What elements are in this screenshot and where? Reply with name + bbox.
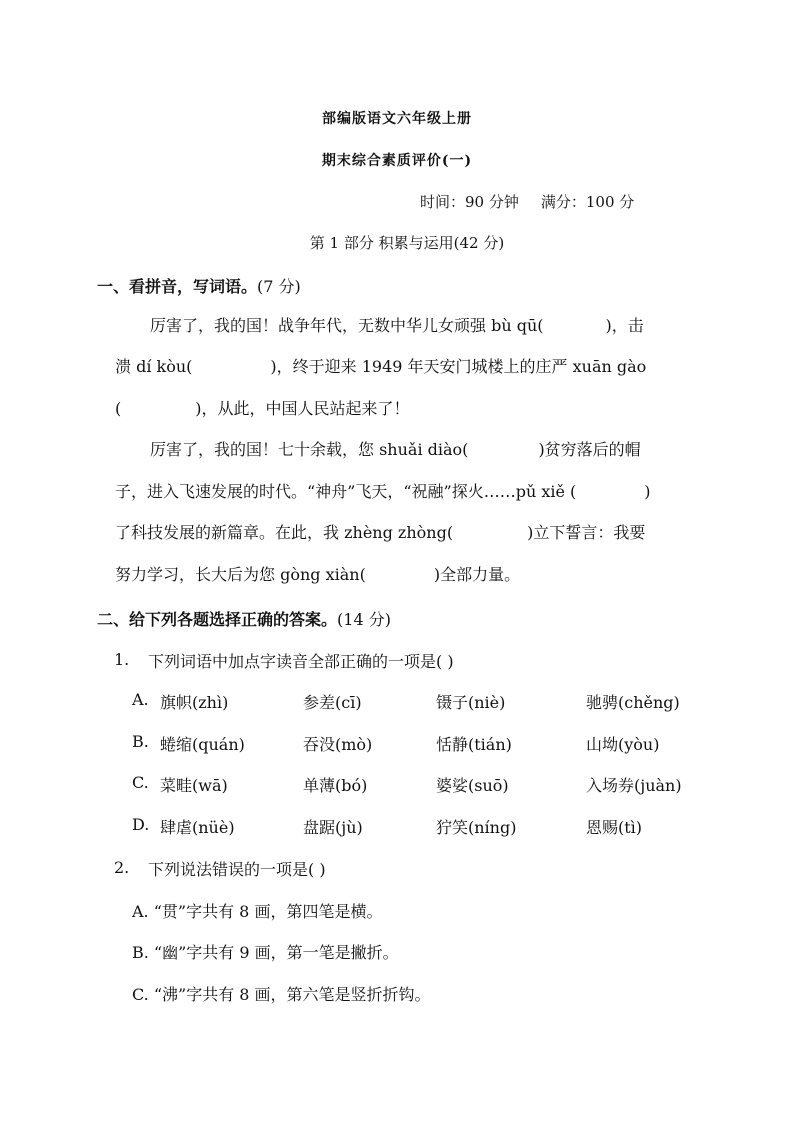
time-score-line [420, 191, 634, 212]
q1-text: 下列词语中加点字读音全部正确的一项是( ) [148, 652, 454, 671]
s1-p1-line3: ( )，从此，中国人民站起来了！ [115, 399, 410, 418]
q2-text: 下列说法错误的一项是( ) [148, 860, 326, 879]
q1-b-item: 蜷缩(quán) [160, 735, 245, 754]
q1-c-item: 入场券(juàn) [586, 776, 682, 795]
s1-p1-line2: 溃 dí kòu( )，终于迎来 1949 年天安门城楼上的庄严 xuān gào [115, 357, 647, 376]
section1-heading: 一、看拼音，写词语。(7 分) [97, 277, 301, 296]
q1-option-c-label[interactable]: C. [132, 773, 149, 792]
q1-d-item: 盘踞(jù) [303, 818, 363, 837]
q1-a-item: 驰骋(chěng) [586, 693, 680, 712]
q1-b-item: 吞没(mò) [303, 735, 373, 754]
q1-d-item: 恩赐(tì) [586, 818, 643, 837]
q1-d-item: 肆虐(nüè) [160, 818, 235, 837]
s1-p2-line4: 努力学习，长大后为您 gòng xiàn( )全部力量。 [115, 565, 521, 584]
q1-option-a-label[interactable]: A. [132, 690, 149, 709]
q1-a-item: 参差(cī) [303, 693, 362, 712]
exam-subtitle: 期末综合素质评价(一) [321, 153, 473, 169]
q2-number: 2. [114, 858, 130, 877]
q1-c-item: 菜畦(wā) [160, 776, 228, 795]
q2-option-a[interactable]: A. “贯”字共有 8 画，第四笔是横。 [132, 902, 383, 921]
q1-b-item: 恬静(tián) [436, 735, 512, 754]
exam-time: 时间：90 分钟 [420, 193, 519, 211]
exam-full-score: 满分：100 分 [540, 193, 635, 211]
q1-a-item: 镊子(niè) [436, 693, 506, 712]
q1-number: 1. [114, 650, 130, 669]
s1-p2-line3: 了科技发展的新篇章。在此，我 zhèng zhòng( )立下誓言：我要 [115, 523, 646, 542]
section2-points: (14 分) [337, 610, 391, 629]
q1-a-item: 旗帜(zhì) [160, 693, 229, 712]
q1-b-item: 山坳(yòu) [586, 735, 660, 754]
section2-heading: 二、给下列各题选择正确的答案。(14 分) [97, 610, 391, 629]
exam-title: 部编版语文六年级上册 [322, 111, 472, 127]
q2-option-b[interactable]: B. “幽”字共有 9 画，第一笔是撇折。 [132, 943, 399, 962]
section1-points: (7 分) [257, 277, 301, 296]
q1-c-item: 单薄(bó) [303, 776, 368, 795]
s1-p2-line1: 厉害了，我的国！七十余载，您 shuǎi diào( )贫穷落后的帽 [150, 440, 641, 459]
q1-option-b-label[interactable]: B. [132, 732, 149, 751]
q1-d-item: 狞笑(níng) [436, 818, 517, 837]
part-heading: 第 1 部分 积累与运用(42 分) [309, 234, 505, 252]
s1-p1-line1: 厉害了，我的国！战争年代，无数中华儿女顽强 bù qū( )，击 [150, 316, 644, 335]
q2-option-c[interactable]: C. “沸”字共有 8 画，第六笔是竖折折钩。 [132, 985, 431, 1004]
s1-p2-line2: 子，进入飞速发展的时代。“神舟”飞天，“祝融”探火……pǔ xiě ( ) [115, 482, 651, 501]
q1-option-d-label[interactable]: D. [132, 815, 150, 834]
q1-c-item: 婆娑(suō) [436, 776, 509, 795]
